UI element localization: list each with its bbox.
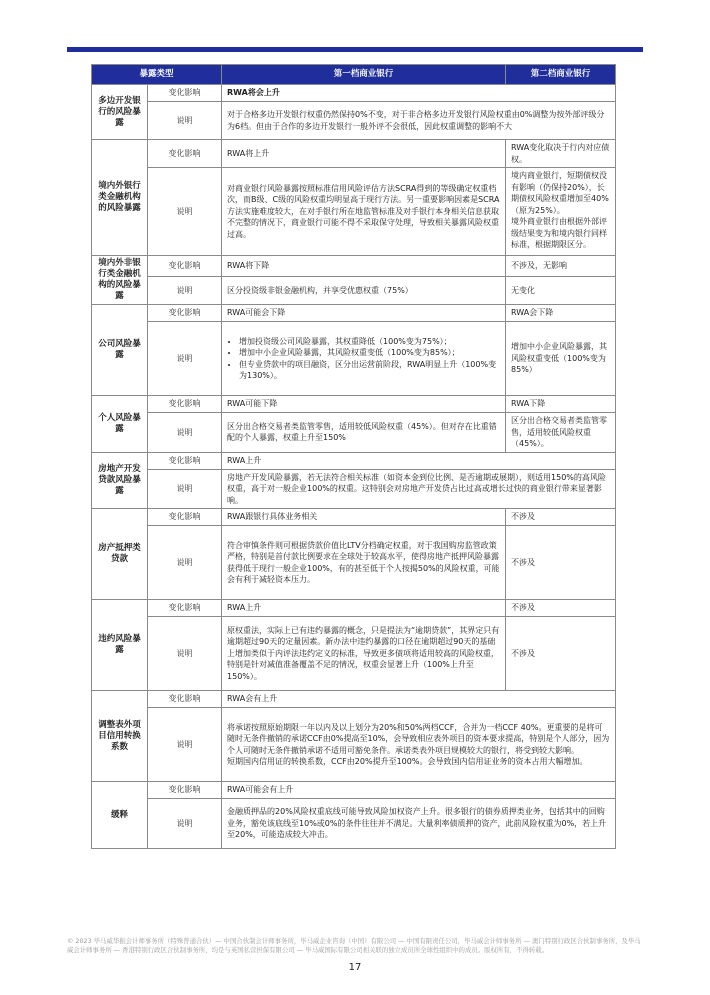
change-first-tier: RWA将下降 (222, 256, 506, 277)
change-second-tier: RWA会下降 (506, 305, 616, 322)
list-item: • 增加中小企业风险暴露，其风险权重变低（100%变为85%）； (239, 347, 500, 359)
table-row (92, 140, 616, 168)
header-rule (67, 47, 643, 52)
explain-part1: 将承诺按照原始期限一年以内及以上划分为20%和50%两档CCF，合并为一档CCF 40%。更重要的是将可随时无条件撤销的承诺CCF由0%提高至10%，会导致相应表外项目的资本要求提高，特别是个人部分，因为个人可随时无条件撤销承诺不适用可豁免条件。承诺类表外项目规模较大的银行，将受到较大影响。 (227, 722, 610, 755)
list-item: • 增加投资级公司风险暴露，其权重降低（100%变为75%）； (239, 336, 500, 348)
change-first-tier: RWA可能下降 (222, 396, 506, 413)
table-row (92, 469, 616, 509)
explain-label: 说明 (148, 469, 222, 509)
explain-label: 说明 (148, 322, 222, 396)
change-label: 变化影响 (148, 396, 222, 413)
explain-first-tier: 对商业银行风险暴露按照标准信用风险评估方法SCRA得到的等级确定权重档次，而B级、C级的风险权重均明显高于现行方法。另一重要影响因素是SCRA方法实施难度较大，在对手银行所在地监管标准及对手银行本身相关信息获取不完整的情况下，商业银行可能不得不采取保守处理，导致相关暴露风险权重过高。 (222, 168, 506, 256)
explain-second-tier: 不涉及 (506, 617, 616, 691)
table-header-row (92, 65, 616, 85)
explain-second-tier: 区分出合格交易者类监管零售，适用较低风险权重（45%）。 (506, 413, 616, 453)
explain-first-tier (222, 322, 506, 396)
change-first-tier: RWA上升 (222, 600, 506, 617)
explain-second-tier-part1: 境内商业银行，短期债权没有影响（仍保持20%），长期债权风险权重增加至40%（原为25%）。 (511, 171, 609, 215)
exposure-type: 个人风险暴露 (92, 396, 148, 453)
change-value: RWA可能会有上升 (222, 782, 616, 799)
explain-first-tier: 符合审慎条件则可根据贷款价值比LTV分档确定权重，对于我国购房监管政策严格，特别是首付款比例要求在全球处于较高水平，使得房地产抵押风险暴露获得低于现行一般企业100%，有的甚至低于个人按揭50%的风险权重，可能会有利于减轻资本压力。 (222, 526, 506, 600)
exposure-type: 境内外银行类金融机构的风险暴露 (92, 140, 148, 256)
col-header-first-tier: 第一档商业银行 (222, 65, 506, 85)
explain-first-tier: 区分投资级非银金融机构，并享受优惠权重（75%） (222, 277, 506, 305)
explain-label: 说明 (148, 708, 222, 782)
explain-label: 说明 (148, 413, 222, 453)
explain-label: 说明 (148, 526, 222, 600)
table-row (92, 799, 616, 849)
change-value: RWA会有上升 (222, 691, 616, 708)
exposure-type: 多边开发银行的风险暴露 (92, 85, 148, 140)
bullet-list (227, 336, 500, 382)
explain-second-tier: 增加中小企业风险暴露，其风险权重变低（100%变为85%） (506, 322, 616, 396)
change-label: 变化影响 (148, 600, 222, 617)
explain-second-tier-part2: 境外商业银行由根据外部评级结果变为和境内银行同样标准，根据期限区分。 (511, 217, 608, 249)
table-row (92, 509, 616, 526)
table-row (92, 305, 616, 322)
table-row (92, 396, 616, 413)
explain-label: 说明 (148, 617, 222, 691)
explain-label: 说明 (148, 799, 222, 849)
table-row (92, 708, 616, 782)
table-row (92, 102, 616, 140)
explain-first-tier: 区分出合格交易者类监管零售，适用较低风险权重（45%）。但对存在比重错配的个人暴露，权重上升至150% (222, 413, 506, 453)
table-row (92, 322, 616, 396)
explain-first-tier: 原权重法，实际上已有违约暴露的概念，只是提法为“逾期贷款”，其界定只有逾期超过90天的定量因素。新办法中违约暴露的口径在逾期超过90天的基础上增加类似于内评法违约定义的标准，导致更多债项将适用较高的风险权重，特别是针对减值准备覆盖不足的情况，权重会显著上升（100%上升至150%）。 (222, 617, 506, 691)
table-row (92, 526, 616, 600)
explain-label: 说明 (148, 102, 222, 140)
table-row (92, 168, 616, 256)
exposure-type: 房产抵押类贷款 (92, 509, 148, 600)
exposure-type: 调整表外项目信用转换系数 (92, 691, 148, 782)
list-item: • 但专业贷款中的项目融资，区分出运营前阶段，RWA明显上升（100%变为130%）。 (239, 359, 500, 382)
table-row (92, 600, 616, 617)
explain-second-tier: 无变化 (506, 277, 616, 305)
explain-value (222, 708, 616, 782)
change-label: 变化影响 (148, 782, 222, 799)
col-header-second-tier: 第二档商业银行 (506, 65, 616, 85)
explain-second-tier (506, 168, 616, 256)
change-first-tier: RWA可能会下降 (222, 305, 506, 322)
change-label: 变化影响 (148, 452, 222, 469)
exposure-type: 公司风险暴露 (92, 305, 148, 396)
table-row (92, 452, 616, 469)
change-value: RWA上升 (222, 452, 616, 469)
change-label: 变化影响 (148, 140, 222, 168)
exposure-type: 违约风险暴露 (92, 600, 148, 691)
change-label: 变化影响 (148, 305, 222, 322)
explain-value: 房地产开发风险暴露，若无法符合相关标准（如资本金到位比例、是否逾期或展期），则适用150%的高风险权重，高于对一般企业100%的权重。这特别会对房地产开发贷占比过高或增长过快的商业银行带来显著影响。 (222, 469, 616, 509)
change-first-tier: RWA跟银行具体业务相关 (222, 509, 506, 526)
exposure-type: 境内外非银行类金融机构的风险暴露 (92, 256, 148, 305)
change-second-tier: 不涉及 (506, 600, 616, 617)
explain-label: 说明 (148, 277, 222, 305)
change-label: 变化影响 (148, 509, 222, 526)
change-second-tier: RWA变化取决于行内对应债权。 (506, 140, 616, 168)
change-second-tier: 不涉及，无影响 (506, 256, 616, 277)
exposure-type: 房地产开发贷款风险暴露 (92, 452, 148, 509)
change-label: 变化影响 (148, 256, 222, 277)
change-second-tier: RWA下降 (506, 396, 616, 413)
table-row (92, 413, 616, 453)
explain-value: 金融质押品的20%风险权重底线可能导致风险加权资产上升。很多银行的债券质押类业务，包括其中的回购业务，豁免该底线至10%或0%的条件往往并不满足。大量利率债质押的资产，此前风险权重为0%，若上升至20%，可能造成较大冲击。 (222, 799, 616, 849)
exposure-type: 缓释 (92, 782, 148, 849)
copyright-footer: © 2023 毕马威华振会计师事务所（特殊普通合伙）— 中国合伙制会计师事务所，毕马威企业咨询（中国）有限公司 — 中国有限责任公司，毕马威会计师事务所 — 澳门特别行政区合伙制事务所，及毕马威会计师事务所 — 香港特别行政区合伙制事务所，均是与英国私营担保有限公司 — 毕马威国际有限公司相关联的独立成员所全球性组织中的成员。版权所有，不得转载。 (67, 937, 641, 954)
table-row (92, 617, 616, 691)
change-value: RWA将会上升 (222, 85, 616, 102)
explain-value: 对于合格多边开发银行权重仍然保持0%不变，对于非合格多边开发银行风险权重由0%调整为按外部评级分为6档。但由于合作的多边开发银行一般外评不会很低，因此权重调整的影响不大 (222, 102, 616, 140)
table-row (92, 256, 616, 277)
table-row (92, 782, 616, 799)
change-label: 变化影响 (148, 691, 222, 708)
page-number: 17 (348, 962, 362, 973)
explain-label: 说明 (148, 168, 222, 256)
table-row (92, 691, 616, 708)
change-label: 变化影响 (148, 85, 222, 102)
explain-second-tier: 不涉及 (506, 526, 616, 600)
table-row (92, 85, 616, 102)
change-second-tier: 不涉及 (506, 509, 616, 526)
explain-part2: 短期国内信用证的转换系数，CCF由20%提升至100%。会导致国内信用证业务的资本占用大幅增加。 (227, 757, 588, 766)
exposure-table (91, 64, 616, 849)
change-first-tier: RWA将上升 (222, 140, 506, 168)
col-header-type: 暴露类型 (92, 65, 222, 85)
table-row (92, 277, 616, 305)
